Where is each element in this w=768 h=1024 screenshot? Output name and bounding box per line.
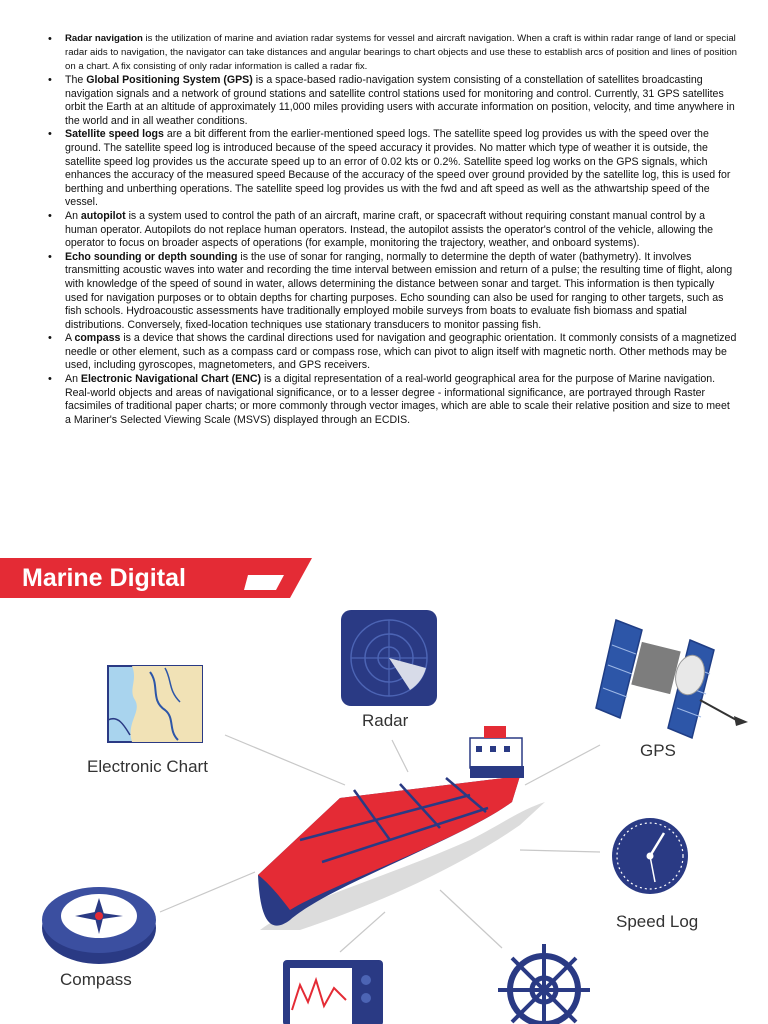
definition-gps: is a space-based radio-navigation system consisting of a constellation of satellites broadcasting navigation signals and a network of ground stations and satellite control stations used for monitoring and control. Currently, 31 GPS satellites orbit the Earth at an altitude of approximately 11,000 miles providing users with accurate information on position, velocity, and time anywhere in the world and in all weather conditions. [65, 74, 735, 127]
label-compass: Compass [60, 970, 132, 989]
definition-autopilot: is a system used to control the path of an aircraft, marine craft, or spacecraft without requiring constant manual control by a human operator. Autopilots do not replace human operators. Instead, the autopilot assists the operator's control of the vehicle, allowing the operator to focus on broader aspects of operations (for example, monitoring the trajectory, weather, and onboard systems). [65, 209, 714, 250]
term-gps: Global Positioning System (GPS) [86, 74, 253, 86]
label-radar: Radar [362, 711, 409, 730]
label-electronic-chart: Electronic Chart [87, 757, 208, 776]
term-echo-sounding: Echo sounding or depth sounding [65, 250, 238, 263]
list-item-echo-sounding [47, 251, 737, 333]
list-item-autopilot [47, 210, 737, 251]
label-gps: GPS [640, 741, 676, 760]
list-item-speed-logs [47, 128, 737, 210]
term-radar-navigation: Radar navigation [65, 33, 143, 44]
list-item-radar [47, 32, 737, 74]
prefix-autopilot: An [65, 209, 81, 222]
autopilot-display-icon [283, 960, 383, 1024]
electronic-chart-icon [108, 666, 202, 742]
list-item-compass [47, 332, 737, 373]
gps-satellite-icon [596, 620, 748, 738]
marine-digital-infographic [0, 540, 768, 1024]
infographic-title: Marine Digital [22, 564, 186, 592]
prefix-compass: A [65, 332, 75, 345]
prefix-gps: The [65, 74, 87, 86]
definition-enc: is a digital representation of a real-world geographical area for the purpose of Marine navigation. Real-world objects and areas of navigational significance, or to a lesser degree - informational significance, are portrayed through Raster facsimiles of traditional paper charts; or more commonly through vector images, which are able to scale their relative position and size to meet a Mariner's Selected Viewing Scale (MSVS) displayed through an ECDIS. [65, 373, 730, 426]
helm-wheel-icon [498, 944, 590, 1024]
term-enc: Electronic Navigational Chart (ENC) [80, 373, 262, 386]
ship-illustration [258, 726, 545, 930]
term-compass: compass [74, 332, 121, 345]
definition-speed-logs: are a bit different from the earlier-mentioned speed logs. The satellite speed log provides us with the speed over the ground. The satellite speed log is introduced because of the speed accuracy it provides. No matter which type of weather it is outside, the satellite speed log provides us the accurate speed up to an error of 0.02 kts or 0.2%. Satellite speed log works on the GPS signals, which enhances the accuracy of the measured speed Because of the accuracy of the speed over ground provided by the satellite log, this is used for berthing and unberthing operations. The satellite speed log provides us with the fwd and aft speed as well as the athwartship speed of the vessel. [65, 128, 731, 209]
document-text [47, 32, 737, 427]
radar-icon [341, 610, 437, 706]
infographic-art [0, 540, 768, 1024]
bullet-list [47, 32, 737, 427]
term-satellite-speed-logs: Satellite speed logs [65, 128, 164, 141]
definition-compass: is a device that shows the cardinal directions used for navigation and geographic orientation. It commonly consists of a magnetized needle or other element, such as a compass card or compass rose, which can pivot to align itself with magnetic north. Other methods may be used, including gyroscopes, magnetometers, and GPS receivers. [65, 332, 737, 372]
term-autopilot: autopilot [80, 209, 126, 222]
compass-icon [42, 887, 156, 964]
label-speed-log: Speed Log [616, 912, 699, 931]
definition-echo-sounding: is the use of sonar for ranging, normally to determine the depth of water (bathymetry). It involves transmitting acoustic waves into water and recording the time interval between emission and return of a pulse; the resulting time of flight, along with knowledge of the speed of sound in water, allows determining the distance between sonar and target. This information is then typically used for navigation purposes or to obtain depths for charting purposes. Echo sounding can also be used for ranging to other targets, such as fish schools. Hydroacoustic assessments have traditionally employed mobile surveys from boats to evaluate fish biomass and spatial distributions. Conversely, fixed-location techniques use stationary transducers to monitor passing fish. [65, 250, 733, 331]
prefix-enc: An [65, 373, 81, 386]
list-item-enc [47, 373, 737, 427]
definition-radar: is the utilization of marine and aviation radar systems for vessel and aircraft navigation. When a craft is within radar range of land or special radar aids to navigation, the navigator can take distances and angular bearings to chart objects and use these to establish arcs of position and lines of position on a chart. A fix consisting of only radar information is called a radar fix. [65, 33, 737, 72]
speed-log-icon [612, 818, 688, 894]
list-item-gps [47, 74, 737, 128]
